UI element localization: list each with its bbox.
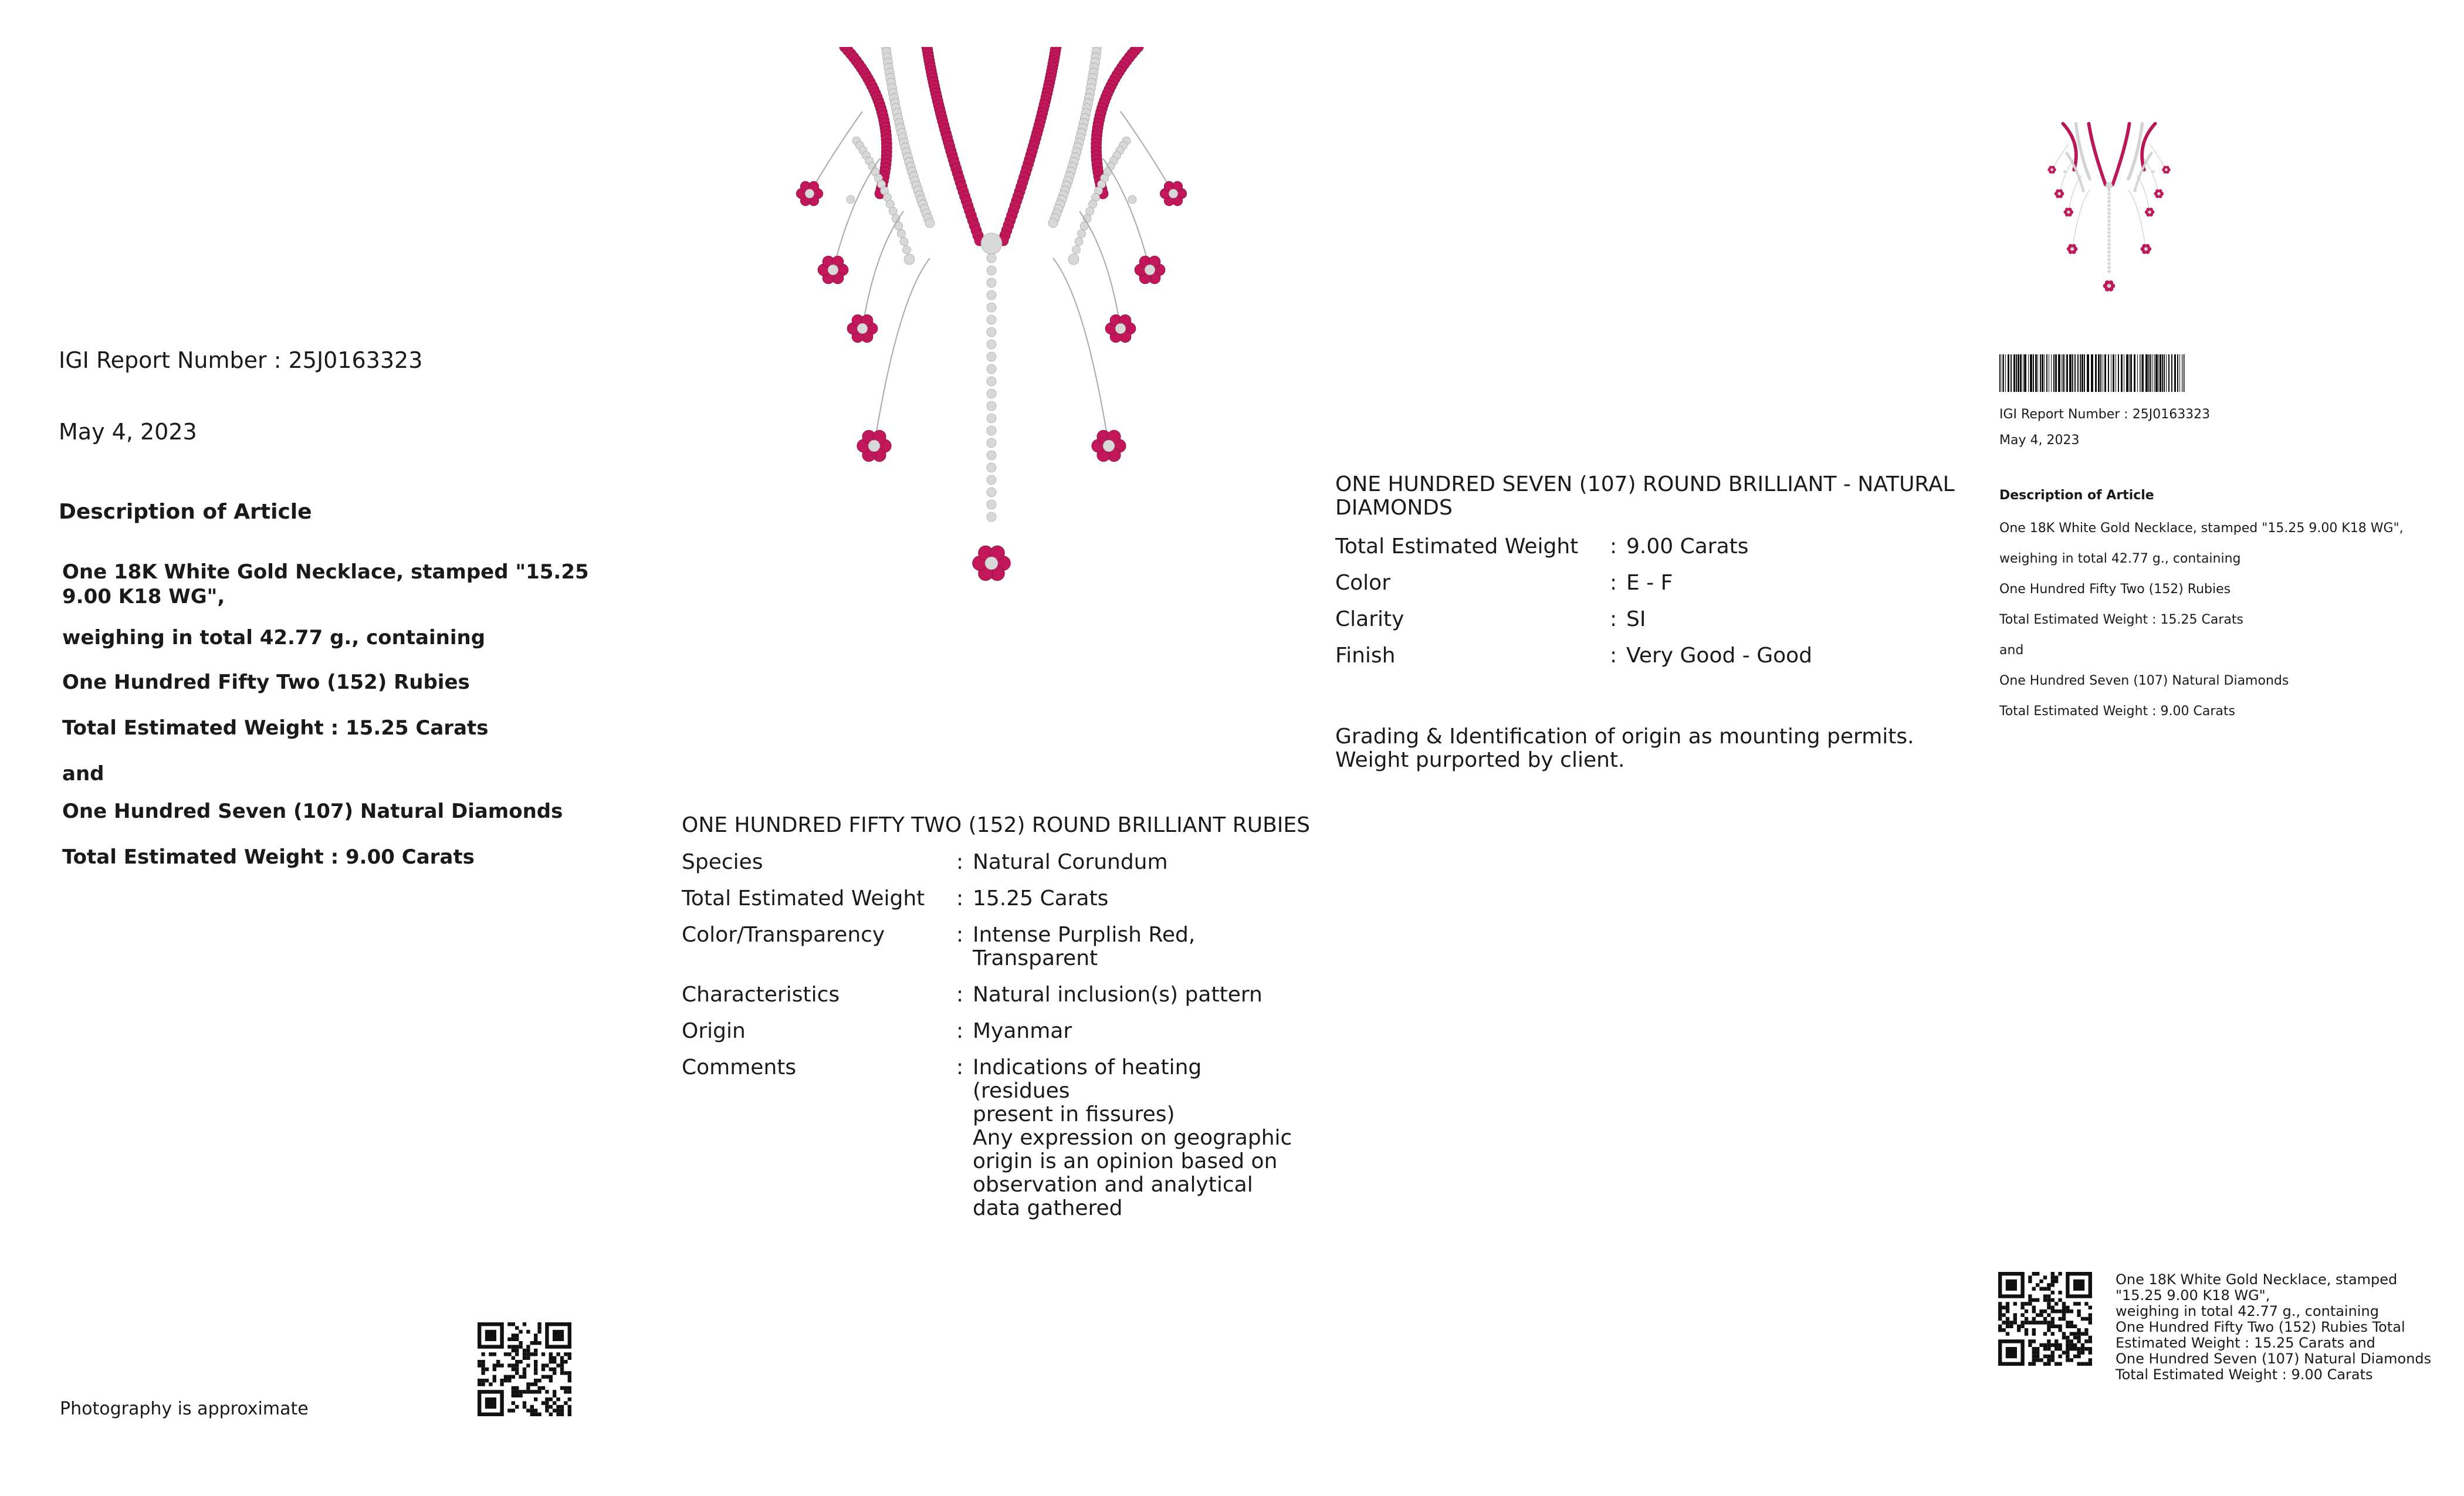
separator-colon: : (1610, 571, 1617, 595)
rubies-title: ONE HUNDRED FIFTY TWO (152) ROUND BRILLIANT RUBIES (682, 813, 1310, 837)
separator-colon: : (1610, 644, 1617, 668)
description-line: and (62, 762, 104, 786)
rubies-label: Color/Transparency (682, 923, 885, 947)
card-line: One Hundred Seven (107) Natural Diamonds (1999, 673, 2289, 688)
card-description-title: Description of Article (1999, 488, 2154, 503)
qr-code (478, 1322, 571, 1416)
rubies-label: Origin (682, 1019, 746, 1043)
description-line: One Hundred Fifty Two (152) Rubies (62, 671, 470, 694)
separator-colon: : (1610, 607, 1617, 631)
diamonds-label: Total Estimated Weight (1335, 534, 1579, 559)
separator-colon: : (956, 1019, 964, 1043)
description-line: One 18K White Gold Necklace, stamped "15.25 9.00 K18 WG", (62, 560, 589, 608)
separator-colon: : (1610, 534, 1617, 559)
grading-note: Grading & Identification of origin as mounting permits. Weight purported by client. (1335, 725, 1914, 772)
description-line: weighing in total 42.77 g., containing (62, 626, 486, 649)
rubies-value: 15.25 Carats (973, 886, 1109, 911)
description-title: Description of Article (59, 500, 312, 524)
card-line: weighing in total 42.77 g., containing (1999, 551, 2241, 566)
card-date: May 4, 2023 (1999, 433, 2080, 448)
card-line: Total Estimated Weight : 15.25 Carats (1999, 612, 2243, 627)
diamonds-table (1335, 535, 1981, 688)
qr-description: One 18K White Gold Necklace, stamped "15.25 9.00 K18 WG", weighing in total 42.77 g., containing One Hundred Fifty Two (152) Rubies Total Estimated Weight : 15.25 Carats and One Hundred Seven (107) Natural Diamonds Total Estimated Weight : 9.00 Carats (2116, 1271, 2432, 1383)
card-line: One Hundred Fifty Two (152) Rubies (1999, 582, 2231, 597)
separator-colon: : (956, 886, 964, 911)
description-line: One Hundred Seven (107) Natural Diamonds (62, 800, 563, 823)
separator-colon: : (956, 983, 964, 1007)
separator-colon: : (956, 850, 964, 874)
diamonds-label: Clarity (1335, 607, 1404, 631)
diamonds-value: Very Good - Good (1626, 644, 1813, 668)
separator-colon: : (956, 923, 964, 947)
rubies-label: Species (682, 850, 763, 874)
photo-note: Photography is approximate (60, 1399, 309, 1419)
description-line: Total Estimated Weight : 15.25 Carats (62, 716, 489, 740)
rubies-label: Total Estimated Weight (682, 886, 925, 911)
report-date: May 4, 2023 (59, 419, 197, 445)
diamonds-value: SI (1626, 607, 1646, 631)
barcode (1999, 354, 2187, 392)
rubies-label: Comments (682, 1055, 797, 1079)
diamonds-value: E - F (1626, 571, 1673, 595)
separator-colon: : (956, 1055, 964, 1079)
diamonds-label: Finish (1335, 644, 1396, 668)
necklace-photo (786, 47, 1197, 604)
description-line: Total Estimated Weight : 9.00 Carats (62, 845, 475, 869)
card-qr-code (1998, 1272, 2092, 1366)
card-report-number: IGI Report Number : 25J0163323 (1999, 407, 2211, 422)
necklace-thumbnail (2045, 106, 2174, 317)
rubies-value: Natural Corundum (973, 850, 1168, 874)
rubies-label: Characteristics (682, 983, 840, 1007)
report-number: IGI Report Number : 25J0163323 (59, 347, 423, 373)
rubies-value: Myanmar (973, 1019, 1072, 1043)
rubies-value: Indications of heating (residues present in fissures) Any expression on geographic origin is an opinion based on observation and analytical data gathered (973, 1055, 1292, 1220)
diamonds-value: 9.00 Carats (1626, 534, 1749, 559)
rubies-value: Intense Purplish Red, Transparent (973, 923, 1196, 970)
diamonds-title: ONE HUNDRED SEVEN (107) ROUND BRILLIANT - NATURAL DIAMONDS (1335, 472, 1955, 520)
card-line: and (1999, 643, 2024, 658)
diamonds-label: Color (1335, 571, 1390, 595)
rubies-value: Natural inclusion(s) pattern (973, 983, 1263, 1007)
rubies-table (682, 850, 1298, 1220)
card-line: Total Estimated Weight : 9.00 Carats (1999, 704, 2235, 719)
card-line: One 18K White Gold Necklace, stamped "15.25 9.00 K18 WG", (1999, 521, 2404, 536)
